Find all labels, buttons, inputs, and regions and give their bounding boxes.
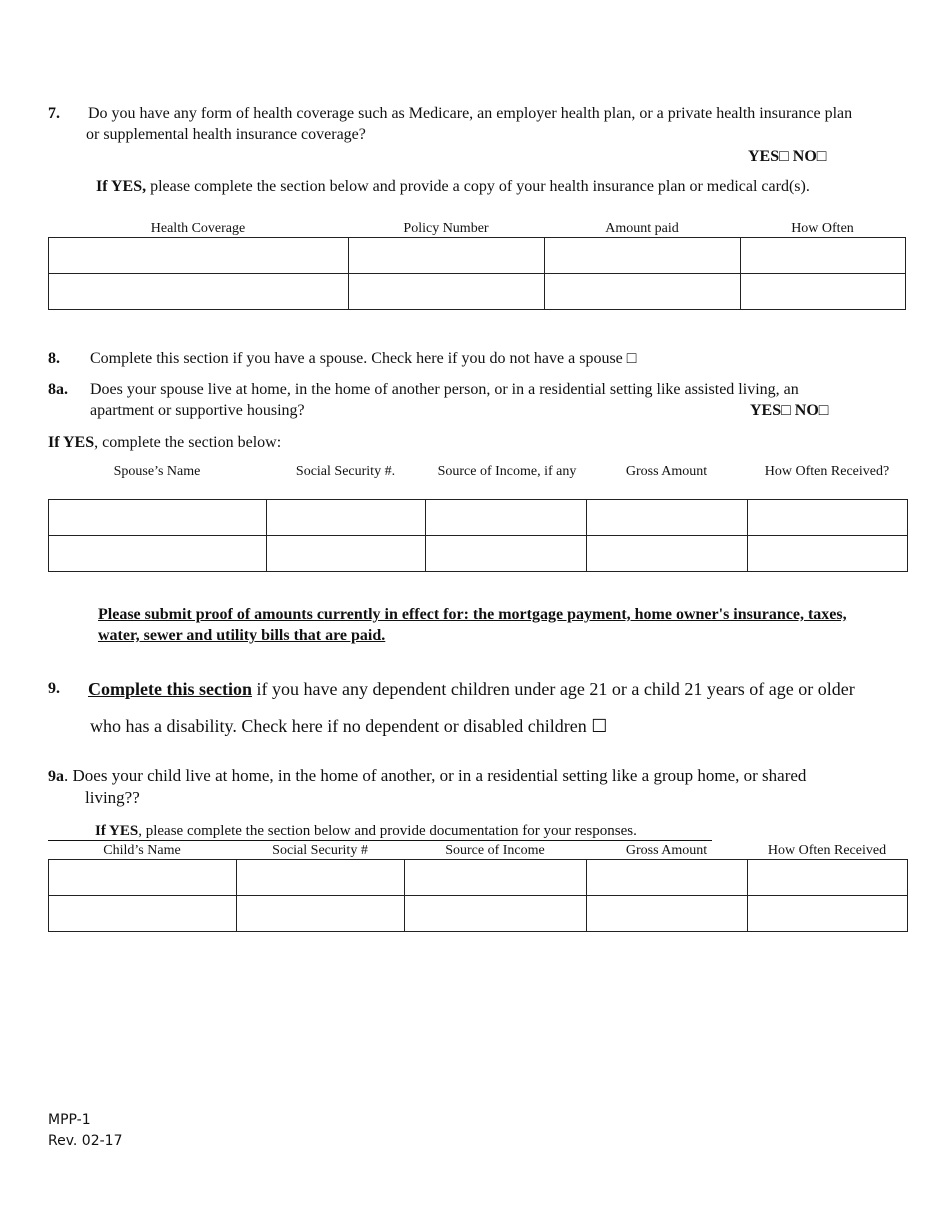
q9a-text: . Does your child live at home, in the home of another, or in a residential setting like a group home, or shared <box>64 766 807 785</box>
q8a-text-line1: Does your spouse live at home, in the home of another person, or in a residential setting like assisted living, an <box>90 381 799 398</box>
q9a-cell-income[interactable] <box>405 896 587 932</box>
q7-text-line2: or supplemental health insurance coverage? <box>86 126 366 143</box>
q8a-cell-how-often[interactable] <box>748 536 908 572</box>
q8a-cell-gross[interactable] <box>587 500 748 536</box>
q7-col-policy-number: Policy Number <box>403 221 489 236</box>
q9a-child-table <box>48 859 908 932</box>
q9-text-line2[interactable]: who has a disability. Check here if no dependent or disabled children ☐ <box>90 716 608 736</box>
q7-cell-policy[interactable] <box>349 238 545 274</box>
form-id: MPP-1 <box>48 1112 91 1128</box>
q8a-cell-name[interactable] <box>49 500 267 536</box>
q9a-col-child-name: Child’s Name <box>103 843 181 858</box>
q9a-if-yes-text: , please complete the section below and provide documentation for your responses. <box>138 823 637 839</box>
q7-cell-how-often[interactable] <box>741 274 906 310</box>
q8a-cell-gross[interactable] <box>587 536 748 572</box>
q9a-cell-ssn[interactable] <box>237 896 405 932</box>
q9-number: 9. <box>48 680 60 697</box>
q7-col-health-coverage: Health Coverage <box>150 221 246 236</box>
q9a-cell-ssn[interactable] <box>237 860 405 896</box>
table-row <box>49 274 906 310</box>
q8a-if-yes-label: If YES <box>48 434 95 451</box>
q9a-if-yes-label: If YES <box>95 823 139 839</box>
q8a-cell-ssn[interactable] <box>267 500 426 536</box>
q9-lead: Complete this section <box>88 679 252 699</box>
q7-coverage-table <box>48 237 906 310</box>
q8a-if-yes-instruction <box>48 432 281 453</box>
q7-cell-policy[interactable] <box>349 274 545 310</box>
q8a-number: 8a. <box>48 381 68 398</box>
q7-number: 7. <box>48 105 60 122</box>
q8a-col-gross-amount: Gross Amount <box>625 464 708 479</box>
q7-cell-coverage[interactable] <box>49 238 349 274</box>
q7-yes-no-checkboxes[interactable]: YES□ NO□ <box>748 148 827 165</box>
table-row <box>49 500 908 536</box>
q8a-col-income-source: Source of Income, if any <box>437 464 577 479</box>
q8a-spouse-table <box>48 499 908 572</box>
q9a-col-ssn: Social Security # <box>272 843 368 858</box>
q7-if-yes-label: If YES, <box>96 178 147 195</box>
q7-col-how-often: How Often <box>791 221 854 236</box>
table-row <box>49 860 908 896</box>
q9a-cell-name[interactable] <box>49 860 237 896</box>
q8a-yes-no-checkboxes[interactable]: YES□ NO□ <box>750 402 829 419</box>
q8a-if-yes-text: , complete the section below: <box>94 434 282 451</box>
q8a-cell-name[interactable] <box>49 536 267 572</box>
q7-cell-coverage[interactable] <box>49 274 349 310</box>
q8a-cell-income[interactable] <box>426 500 587 536</box>
q9a-cell-how-often[interactable] <box>748 860 908 896</box>
q9a-cell-gross[interactable] <box>587 860 748 896</box>
table-row <box>49 238 906 274</box>
q7-cell-amount[interactable] <box>545 238 741 274</box>
q7-cell-amount[interactable] <box>545 274 741 310</box>
q9a-text-line2: living?? <box>85 788 140 807</box>
q9-text-line1 <box>88 677 855 701</box>
q8a-cell-ssn[interactable] <box>267 536 426 572</box>
proof-notice-line1: Please submit proof of amounts currently in effect for: the mortgage payment, home owner's insurance, taxes, <box>98 606 847 623</box>
q9-text-rest: if you have any dependent children under age 21 or a child 21 years of age or older <box>251 679 855 699</box>
q8a-col-how-often: How Often Received? <box>764 464 890 479</box>
table-row <box>49 536 908 572</box>
q9a-cell-gross[interactable] <box>587 896 748 932</box>
q9a-cell-income[interactable] <box>405 860 587 896</box>
q8-text[interactable]: Complete this section if you have a spouse. Check here if you do not have a spouse □ <box>90 350 637 367</box>
q7-cell-how-often[interactable] <box>741 238 906 274</box>
q8a-text-line2: apartment or supportive housing? <box>90 402 305 419</box>
q8a-cell-income[interactable] <box>426 536 587 572</box>
q9a-text-line1 <box>48 765 806 788</box>
q9a-cell-how-often[interactable] <box>748 896 908 932</box>
q9a-number: 9a <box>48 768 64 785</box>
q9a-if-yes-instruction <box>48 823 712 841</box>
q7-if-yes-text: please complete the section below and provide a copy of your health insurance plan or medical card(s). <box>146 178 810 195</box>
q8-number: 8. <box>48 350 60 367</box>
q7-col-amount-paid: Amount paid <box>605 221 679 236</box>
q7-text-line1: Do you have any form of health coverage such as Medicare, an employer health plan, or a private health insurance plan <box>88 105 853 122</box>
q8a-col-ssn: Social Security #. <box>295 464 396 479</box>
q8a-col-spouse-name: Spouse’s Name <box>113 464 201 479</box>
table-row <box>49 896 908 932</box>
q9a-cell-name[interactable] <box>49 896 237 932</box>
form-revision: Rev. 02-17 <box>48 1133 123 1149</box>
q9a-col-income-source: Source of Income <box>445 843 545 858</box>
proof-notice-line2: water, sewer and utility bills that are paid. <box>98 627 386 644</box>
q9a-col-how-often: How Often Received <box>767 843 887 858</box>
q9a-col-gross-amount: Gross Amount <box>625 843 708 858</box>
q8a-cell-how-often[interactable] <box>748 500 908 536</box>
q7-if-yes-instruction <box>96 176 810 197</box>
